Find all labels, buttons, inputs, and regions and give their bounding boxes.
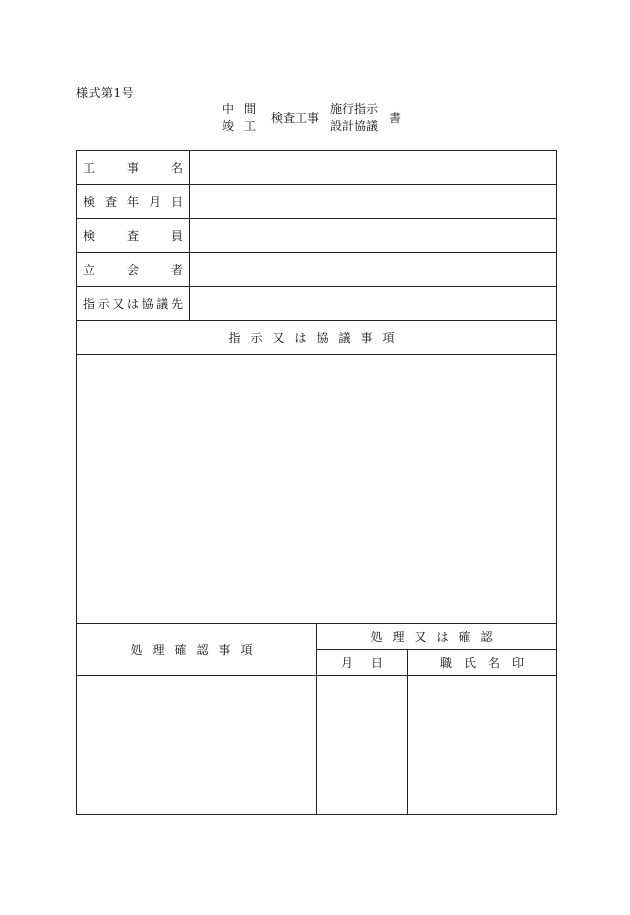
label-inspector: 検 査 員 — [77, 219, 190, 253]
date-header: 月 日 — [317, 650, 408, 676]
title-last: 書 — [389, 111, 402, 125]
label-project-name: 工 事 名 — [77, 151, 190, 185]
label-inspection-date: 検 査 年 月 日 — [77, 185, 190, 219]
processing-content-area[interactable] — [77, 676, 317, 815]
field-inspector[interactable] — [190, 219, 557, 253]
title-col-3: 施行指示 設計協議 — [330, 102, 379, 133]
instruction-content-area[interactable] — [77, 355, 557, 624]
inspection-form-table — [76, 150, 557, 815]
field-inspection-date[interactable] — [190, 185, 557, 219]
handling-header: 処理又は確認 — [317, 624, 557, 650]
processing-header: 処理確認事項 — [77, 624, 317, 676]
label-witness: 立 会 者 — [77, 253, 190, 287]
form-number: 様式第1号 — [76, 86, 135, 100]
date-content-area[interactable] — [317, 676, 408, 815]
official-header: 職 氏 名 印 — [408, 650, 557, 676]
label-instruction-recipient: 指 示 又 は 協 議 先 — [77, 287, 190, 321]
field-instruction-recipient[interactable] — [190, 287, 557, 321]
title-col-1: 中 竣 — [222, 102, 241, 133]
field-witness[interactable] — [190, 253, 557, 287]
field-project-name[interactable] — [190, 151, 557, 185]
title-middle: 検査工事 — [271, 111, 320, 125]
title-col-1b: 間 工 — [244, 102, 263, 133]
instruction-header: 指示又は協議事項 — [77, 321, 557, 355]
official-seal-area[interactable] — [408, 676, 557, 815]
